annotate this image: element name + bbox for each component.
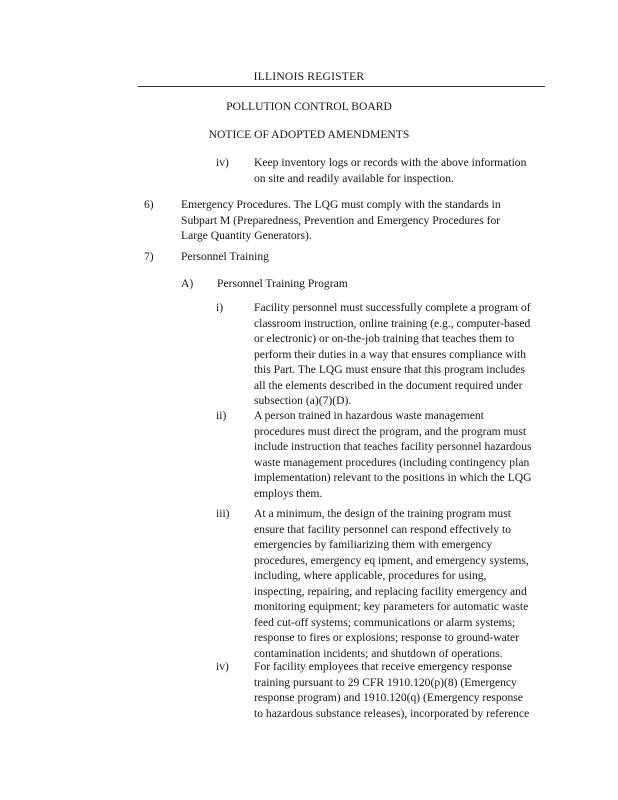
entry-marker: iii) — [216, 507, 230, 520]
header-rule — [138, 86, 545, 87]
text-line: all the elements described in the document required under — [254, 378, 523, 392]
entry-text — [254, 408, 554, 501]
entry-marker: i) — [216, 301, 224, 314]
entry-text — [254, 506, 554, 661]
text-line: A person trained in hazardous waste management — [254, 409, 484, 422]
text-line: training pursuant to 29 CFR 1910.120(p)(8) (Emergency — [254, 675, 517, 689]
text-line: emergencies by familiarizing them with emergency — [254, 538, 493, 551]
board-name: POLLUTION CONTROL BOARD — [226, 100, 392, 113]
text-line: Personnel Training — [181, 250, 269, 263]
text-line: Personnel Training Program — [217, 277, 348, 290]
text-line: employs them. — [254, 486, 323, 500]
text-line: Facility personnel must successfully complete a program of — [254, 301, 531, 314]
text-line: contamination incidents; and shutdown of operations. — [254, 646, 503, 660]
text-line: Large Quantity Generators). — [181, 229, 312, 242]
entry-text — [181, 249, 481, 265]
entry-marker: ii) — [216, 409, 227, 422]
text-line: monitoring equipment; key parameters for automatic waste — [254, 600, 529, 613]
register-title: ILLINOIS REGISTER — [253, 70, 365, 83]
text-line: response to fires or explosions; response to ground-water — [254, 631, 519, 644]
text-line: subsection (a)(7)(D). — [254, 394, 352, 407]
text-line: waste management procedures (including contingency plan — [254, 455, 530, 469]
text-line: ensure that facility personnel can respond effectively to — [254, 522, 512, 536]
entry-text — [217, 276, 517, 292]
text-line: including, where applicable, procedures for using, — [254, 569, 487, 582]
text-line: inspecting, repairing, and replacing facility emergency and — [254, 584, 527, 598]
text-line: procedures must direct the program, and the program must — [254, 424, 527, 438]
entry-marker: A) — [181, 277, 194, 290]
entry-marker: 7) — [144, 250, 154, 263]
text-line: or electronic) or on-the-job training that teaches them to — [254, 332, 515, 345]
text-line: procedures, emergency eq ipment, and emergency systems, — [254, 553, 529, 567]
text-line: on site and readily available for inspection. — [254, 171, 454, 185]
text-line: feed cut-off systems; communications or alarm systems; — [254, 615, 516, 629]
text-line: response program) and 1910.120(q) (Emergency response — [254, 691, 523, 704]
entry-marker: 6) — [144, 198, 154, 211]
entry-text — [181, 197, 531, 244]
text-line: this Part. The LQG must ensure that this program includes — [254, 363, 525, 376]
entry-text — [254, 155, 554, 186]
entry-text — [254, 300, 554, 409]
entry-marker: iv) — [216, 660, 229, 673]
text-line: include instruction that teaches facility personnel hazardous — [254, 440, 532, 453]
text-line: For facility employees that receive emergency response — [254, 660, 512, 673]
text-line: implementation) relevant to the positions in which the LQG — [254, 471, 532, 484]
text-line: Emergency Procedures. The LQG must comply with the standards in — [181, 198, 501, 211]
text-line: Subpart M (Preparedness, Prevention and Emergency Procedures for — [181, 213, 501, 227]
text-line: Keep inventory logs or records with the above information — [254, 156, 527, 169]
text-line: At a minimum, the design of the training program must — [254, 507, 511, 520]
text-line: classroom instruction, online training (e.g., computer-based — [254, 316, 531, 330]
text-line: perform their duties in a way that ensures compliance with — [254, 347, 527, 361]
notice-title: NOTICE OF ADOPTED AMENDMENTS — [208, 128, 410, 141]
entry-text — [254, 659, 554, 721]
entry-marker: iv) — [216, 156, 229, 169]
text-line: to hazardous substance releases), incorporated by reference — [254, 706, 530, 720]
